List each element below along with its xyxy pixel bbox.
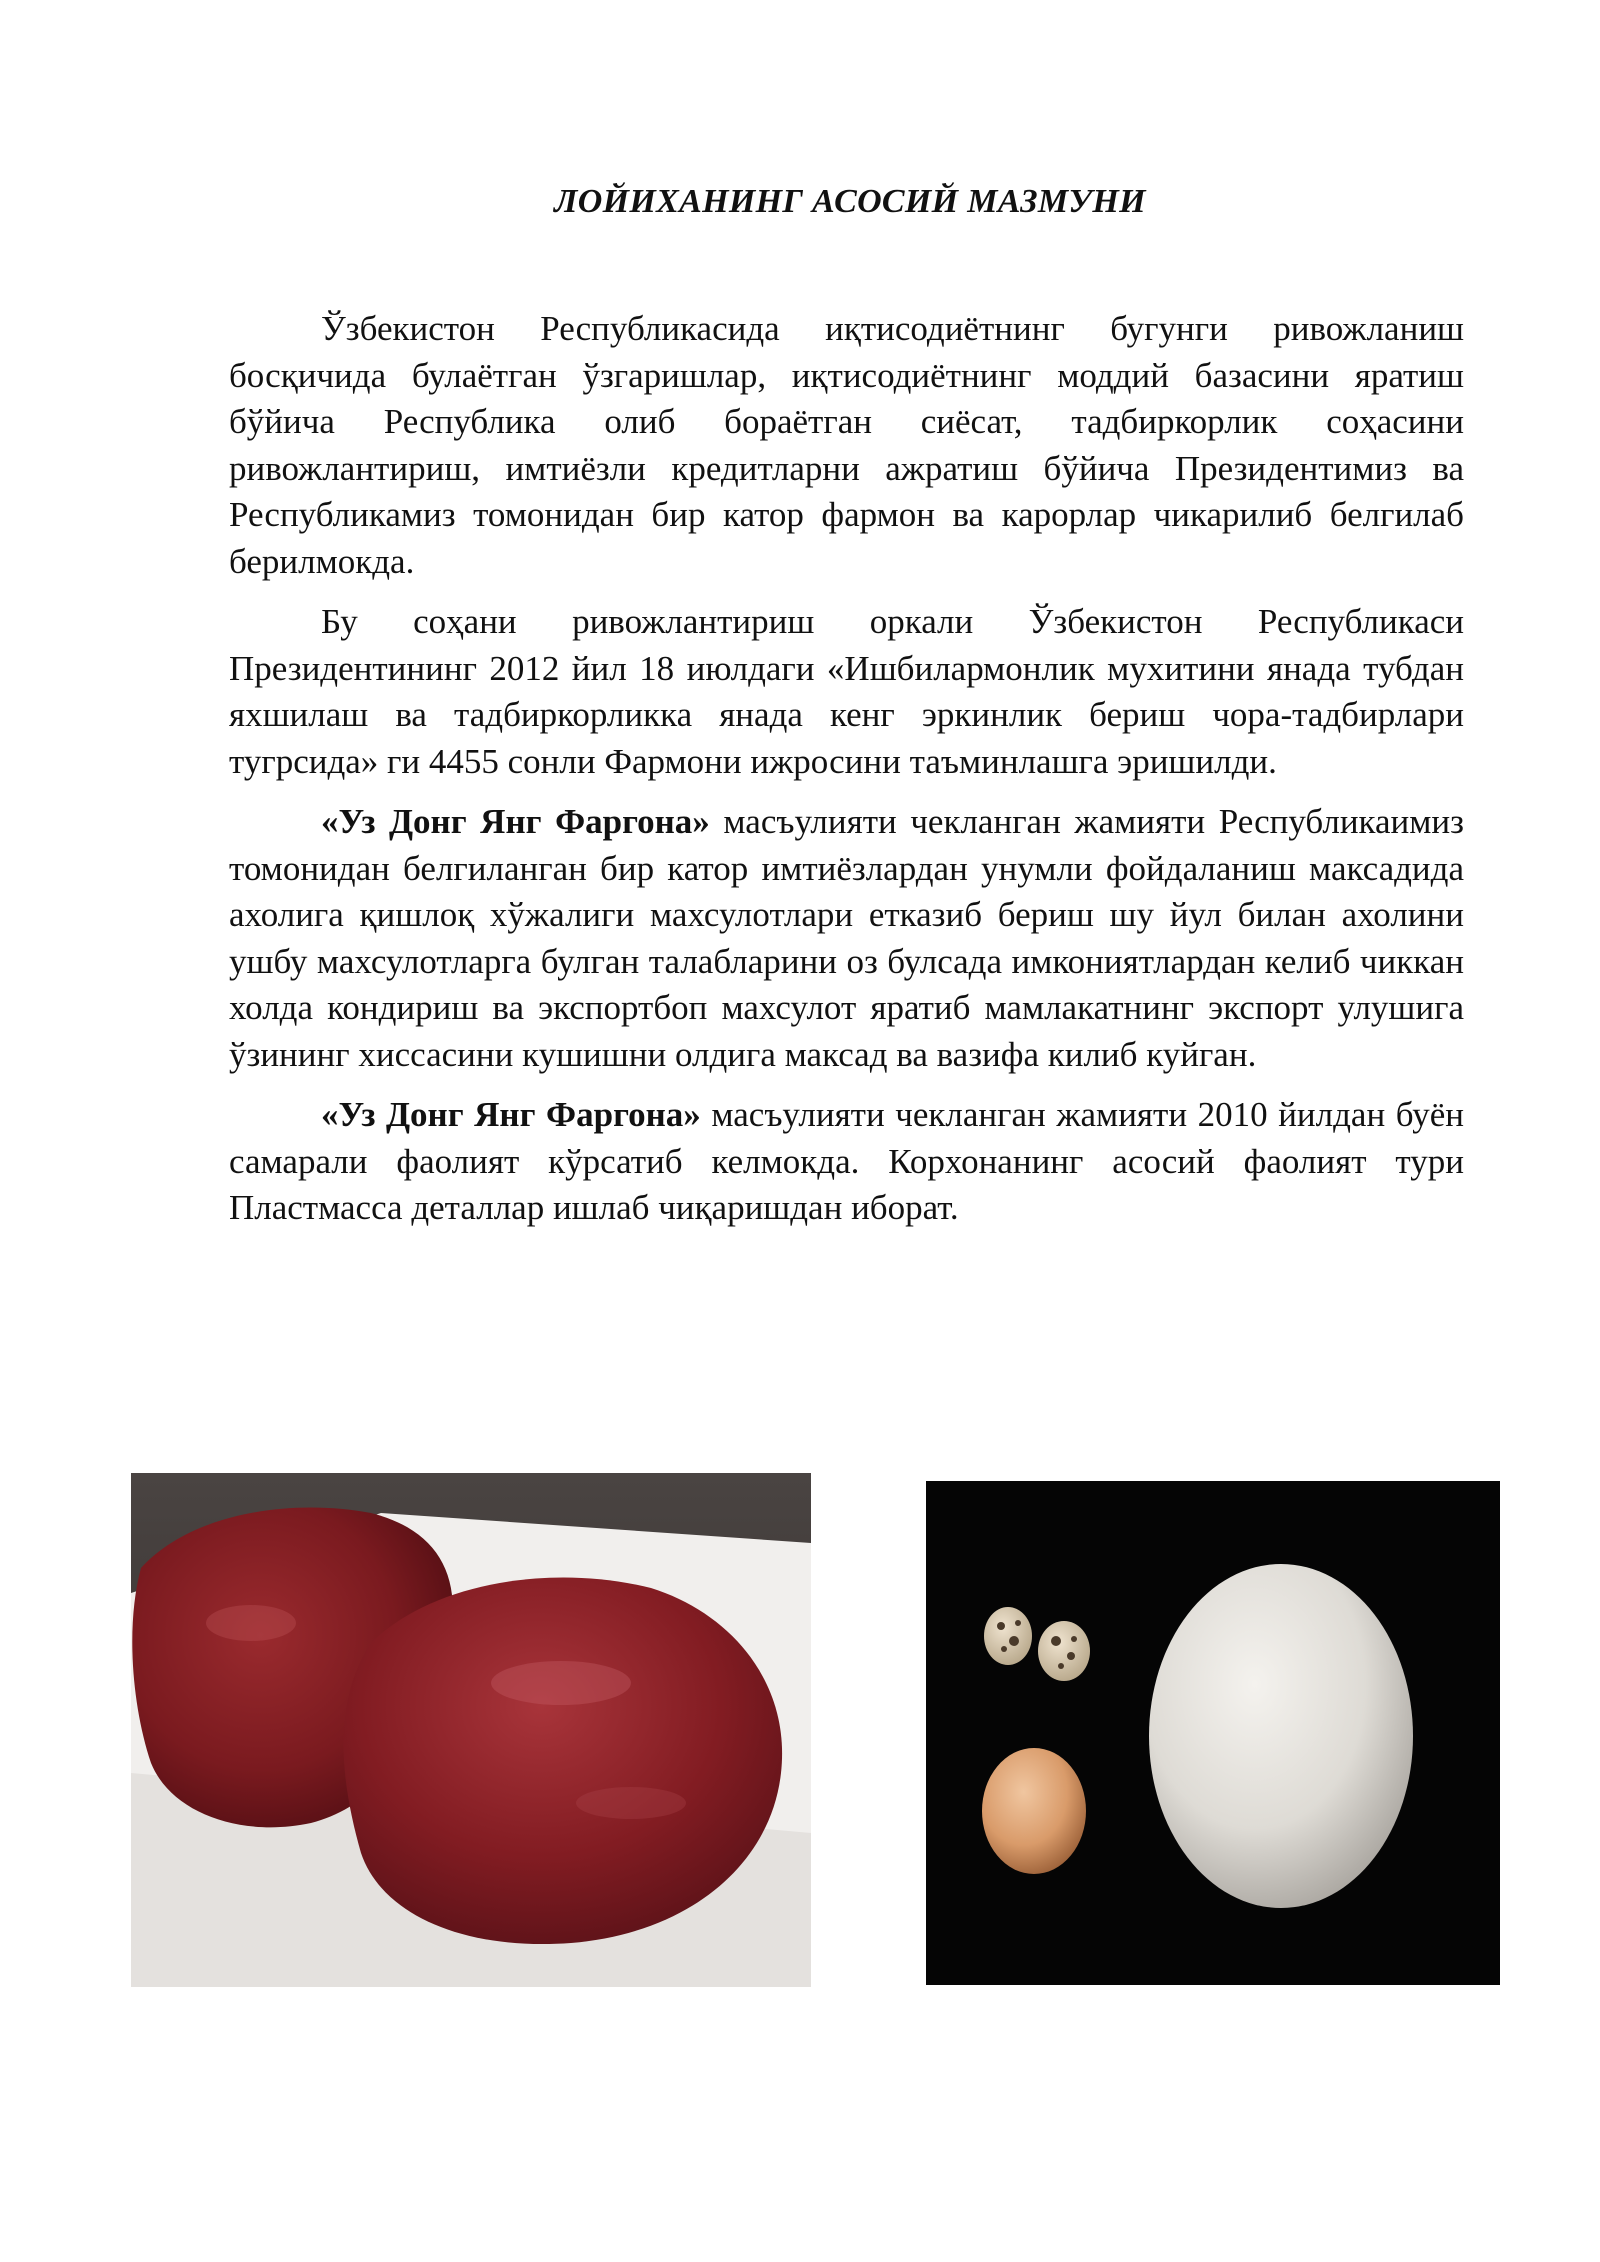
document-body (229, 306, 1464, 1246)
paragraph-lead: «Уз Донг Янг Фаргона» (321, 1095, 701, 1134)
paragraph-text: масъулияти чекланган жамияти 2010 йилдан буён самарали фаолият кўрсатиб келмокда. Корхонанинг асосий фаолият тури Пластмасса деталлар ишлаб чиқаришдан иборат. (229, 1095, 1464, 1227)
page-title: ЛОЙИХАНИНГ АСОСИЙ МАЗМУНИ (554, 183, 1146, 220)
paragraph-2 (229, 599, 1464, 785)
paragraph-4 (229, 1092, 1464, 1232)
paragraph-lead: «Уз Донг Янг Фаргона» (321, 802, 710, 841)
eggs-photo (926, 1481, 1500, 1985)
meat-photo (131, 1473, 811, 1987)
paragraph-1 (229, 306, 1464, 585)
paragraph-text: Бу соҳани ривожлантириш оркали Ўзбекистон Республикаси Президентининг 2012 йил 18 июлдаги «Ишбилармонлик мухитини янада тубдан яхшилаш ва тадбиркорликка янада кенг эркинлик бериш чора-тадбирлари тугрсида» ги 4455 сонли Фармони ижросини таъминлашга эришилди. (229, 602, 1464, 781)
paragraph-text: масъулияти чекланган жамияти Республикаимиз томонидан белгиланган бир катор имтиёзлардан унумли фойдаланиш максадида ахолига қишлоқ хўжалиги махсулотлари етказиб бериш шу йул билан ахолини ушбу махсулотларга булган талабларини оз булсада имкониятлардан келиб чиккан холда кондириш ва экспортбоп махсулот яратиб мамлакатнинг экспорт улушига ўзининг хиссасини кушишни олдига максад ва вазифа килиб куйган. (229, 802, 1464, 1074)
paragraph-3 (229, 799, 1464, 1078)
paragraph-text: Ўзбекистон Республикасида иқтисодиётнинг бугунги ривожланиш босқичида булаётган ўзгаришлар, иқтисодиётнинг моддий базасини яратиш бўйича Республика олиб бораётган сиёсат, тадбиркорлик соҳасини ривожлантириш, имтиёзли кредитларни ажратиш бўйича Президентимиз ва Республикамиз томонидан бир катор фармон ва карорлар чикарилиб белгилаб берилмокда. (229, 309, 1464, 581)
